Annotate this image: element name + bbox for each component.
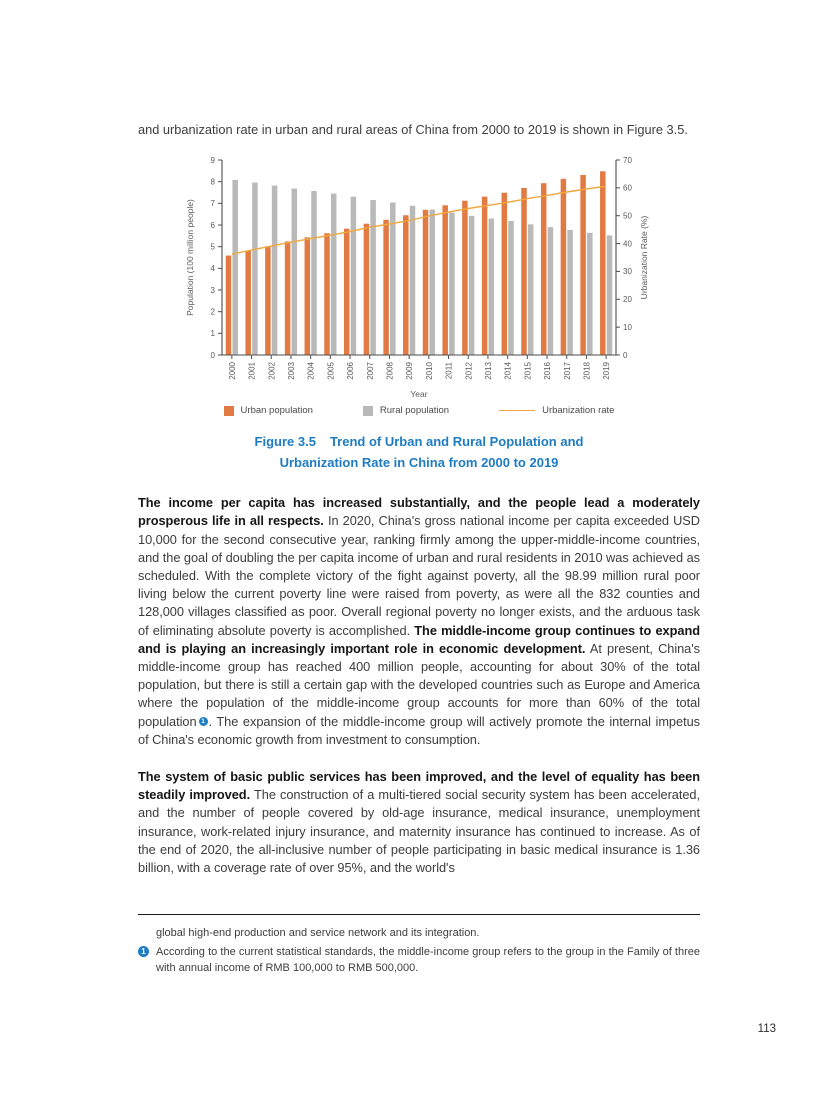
paragraph-public-services — [138, 768, 700, 877]
year-tick-label: 2009 — [405, 362, 415, 380]
urban-bar — [561, 179, 567, 355]
rural-bar — [469, 216, 475, 355]
rural-bar — [489, 219, 495, 356]
urban-bar — [305, 238, 311, 356]
urban-bar — [364, 224, 370, 355]
year-tick-label: 2017 — [562, 362, 572, 380]
right-tick-label: 20 — [623, 295, 632, 305]
legend-label-urban: Urban population — [240, 405, 313, 417]
rural-bar — [292, 189, 298, 355]
chart-legend — [138, 405, 700, 416]
year-tick-label: 2004 — [306, 362, 316, 380]
figure-caption-number: Figure 3.5 — [254, 434, 316, 450]
right-tick-label: 70 — [623, 156, 632, 166]
left-tick-label: 7 — [210, 199, 215, 209]
footnote-block — [138, 914, 700, 977]
left-tick-label: 0 — [210, 351, 215, 361]
rural-bar — [449, 213, 455, 355]
year-tick-label: 2012 — [464, 362, 474, 380]
rural-population-swatch — [363, 406, 373, 416]
right-tick-label: 60 — [623, 183, 632, 193]
left-axis-label: Population (100 million people) — [185, 199, 195, 317]
urban-bar — [442, 205, 448, 355]
right-tick-label: 30 — [623, 267, 632, 277]
p2-text-1: The construction of a multi-tiered social security system has been accelerated, and the number of people covered by old-age insurance, medical insurance, unemployment insurance, work-related injury insurance, and maternity insurance has continued to increase. As of the end of 2020, the all-inclusive number of people participating in basic medical insurance is 1.36 billion, with a coverage rate of over 95%, and the world's — [138, 787, 701, 876]
footnote-1-marker-icon: 1 — [138, 946, 149, 957]
year-tick-label: 2003 — [286, 362, 296, 380]
footnote-ref-1: 1 — [199, 717, 208, 726]
rural-bar — [252, 183, 258, 355]
rural-bar — [429, 210, 435, 355]
p1-bold-lead: The income per capita has increased substantially, and the people lead a moderately prosperous life in all respects. — [138, 495, 700, 529]
p1-text-2: At present, China's middle-income group has reached 400 million people, accounting for about 30% of the total population, but there is still a certain gap with the developed countries such as Europe and America where the population of the middle-income group accounts for more than 60% of the total population — [138, 640, 700, 729]
paragraph-income-per-capita — [138, 494, 700, 749]
rural-bar — [410, 206, 416, 355]
year-tick-label: 2007 — [365, 362, 375, 380]
year-tick-label: 2006 — [346, 362, 356, 380]
rural-bar — [567, 230, 573, 355]
intro-text: and urbanization rate in urban and rural areas of China from 2000 to 2019 is shown in Figure 3.5. — [138, 122, 688, 137]
figure-caption-title-1: Trend of Urban and Rural Population and — [329, 434, 584, 450]
legend-item-rate — [499, 405, 614, 416]
urban-bar — [285, 242, 291, 356]
urban-bar — [423, 210, 429, 355]
rural-bar — [607, 236, 613, 356]
footnote-item-1 — [138, 944, 700, 977]
left-tick-label: 8 — [210, 177, 215, 187]
footnote-1-text: According to the current statistical standards, the middle-income group refers to the group in the Family of three with annual income of RMB 100,000 to RMB 500,000. — [156, 945, 700, 974]
legend-item-rural — [363, 405, 449, 416]
year-tick-label: 2011 — [444, 362, 454, 380]
legend-item-urban — [224, 405, 313, 416]
urban-bar — [521, 188, 527, 355]
rural-bar — [548, 227, 554, 355]
rural-bar — [390, 203, 396, 356]
year-tick-label: 2015 — [523, 362, 533, 380]
left-tick-label: 1 — [210, 329, 215, 339]
population-urbanization-chart — [138, 150, 700, 402]
left-tick-label: 2 — [210, 307, 215, 317]
year-tick-label: 2019 — [602, 362, 612, 380]
right-tick-label: 50 — [623, 211, 632, 221]
figure-caption-line2: Urbanization Rate in China from 2000 to 2019 — [279, 455, 559, 471]
urban-bar — [580, 175, 586, 355]
rural-bar — [311, 191, 317, 355]
urbanization-rate-line-swatch — [499, 410, 535, 411]
page-content — [138, 121, 700, 877]
left-tick-label: 3 — [210, 286, 215, 296]
year-tick-label: 2005 — [326, 362, 336, 380]
urban-bar — [482, 197, 488, 355]
left-tick-label: 9 — [210, 156, 215, 166]
rural-bar — [508, 221, 514, 355]
legend-label-rural: Rural population — [379, 405, 450, 417]
right-tick-label: 10 — [623, 323, 632, 333]
rural-bar — [370, 200, 376, 355]
chart-svg — [184, 150, 654, 402]
urban-bar — [226, 256, 232, 355]
figure-caption-line1 — [138, 431, 700, 452]
left-tick-label: 5 — [210, 242, 215, 252]
urban-bar — [324, 233, 330, 355]
urban-bar — [462, 201, 468, 355]
left-tick-label: 6 — [210, 221, 215, 231]
p1-text-1: In 2020, China's gross national income per capita exceeded USD 10,000 for the second consecutive year, ranking firmly among the upper-middle-income countries, and the goal of doubling the per capita income of urban and rural residents in 2010 was achieved as scheduled. With the complete victory of the fight against poverty, all the 98.99 million rural poor living below the current poverty line were raised from poverty, as were all the 832 counties and 128,000 villages classified as poor. Overall regional poverty no longer exists, and the arduous task of eliminating absolute poverty is accomplished. — [138, 513, 700, 638]
urban-bar — [502, 193, 508, 355]
year-tick-label: 2013 — [483, 362, 493, 380]
urban-bar — [265, 246, 271, 355]
right-axis-label: Urbanization Rate (%) — [639, 215, 649, 300]
footnote-continuation: global high-end production and service network and its integration. — [156, 927, 480, 939]
rural-bar — [528, 225, 534, 356]
year-tick-label: 2000 — [227, 362, 237, 380]
year-tick-label: 2002 — [267, 362, 277, 380]
p1-text-3: . The expansion of the middle-income group will actively promote the internal impetus of China's economic growth from investment to consumption. — [138, 713, 700, 747]
figure-3-5 — [138, 150, 700, 473]
year-tick-label: 2014 — [503, 362, 513, 380]
year-tick-label: 2018 — [582, 362, 592, 380]
urban-bar — [541, 183, 547, 355]
urban-bar — [344, 229, 350, 355]
rural-bar — [351, 197, 357, 355]
rural-bar — [232, 180, 238, 355]
urban-population-swatch — [224, 406, 234, 416]
urban-bar — [600, 171, 606, 355]
figure-caption — [138, 431, 700, 473]
p1-bold-middle-income: The middle-income group continues to expand and is playing an increasingly important role in economic development. — [138, 622, 700, 656]
urban-bar — [403, 215, 409, 355]
rural-bar — [272, 186, 278, 355]
right-tick-label: 0 — [623, 351, 628, 361]
urban-bar — [383, 220, 389, 355]
intro-paragraph — [138, 121, 700, 139]
year-tick-label: 2008 — [385, 362, 395, 380]
right-tick-label: 40 — [623, 239, 632, 249]
rural-bar — [331, 194, 337, 355]
year-tick-label: 2001 — [247, 362, 257, 380]
page-number: 113 — [757, 1023, 776, 1035]
x-axis-label: Year — [410, 389, 428, 400]
rural-bar — [587, 233, 593, 355]
p2-bold-lead: The system of basic public services has been improved, and the level of equality has been steadily improved. — [138, 769, 700, 803]
year-tick-label: 2010 — [424, 362, 434, 380]
legend-label-rate: Urbanization rate — [542, 405, 615, 417]
year-tick-label: 2016 — [543, 362, 553, 380]
left-tick-label: 4 — [210, 264, 215, 274]
footnote-divider — [138, 914, 700, 915]
urban-bar — [245, 251, 251, 355]
